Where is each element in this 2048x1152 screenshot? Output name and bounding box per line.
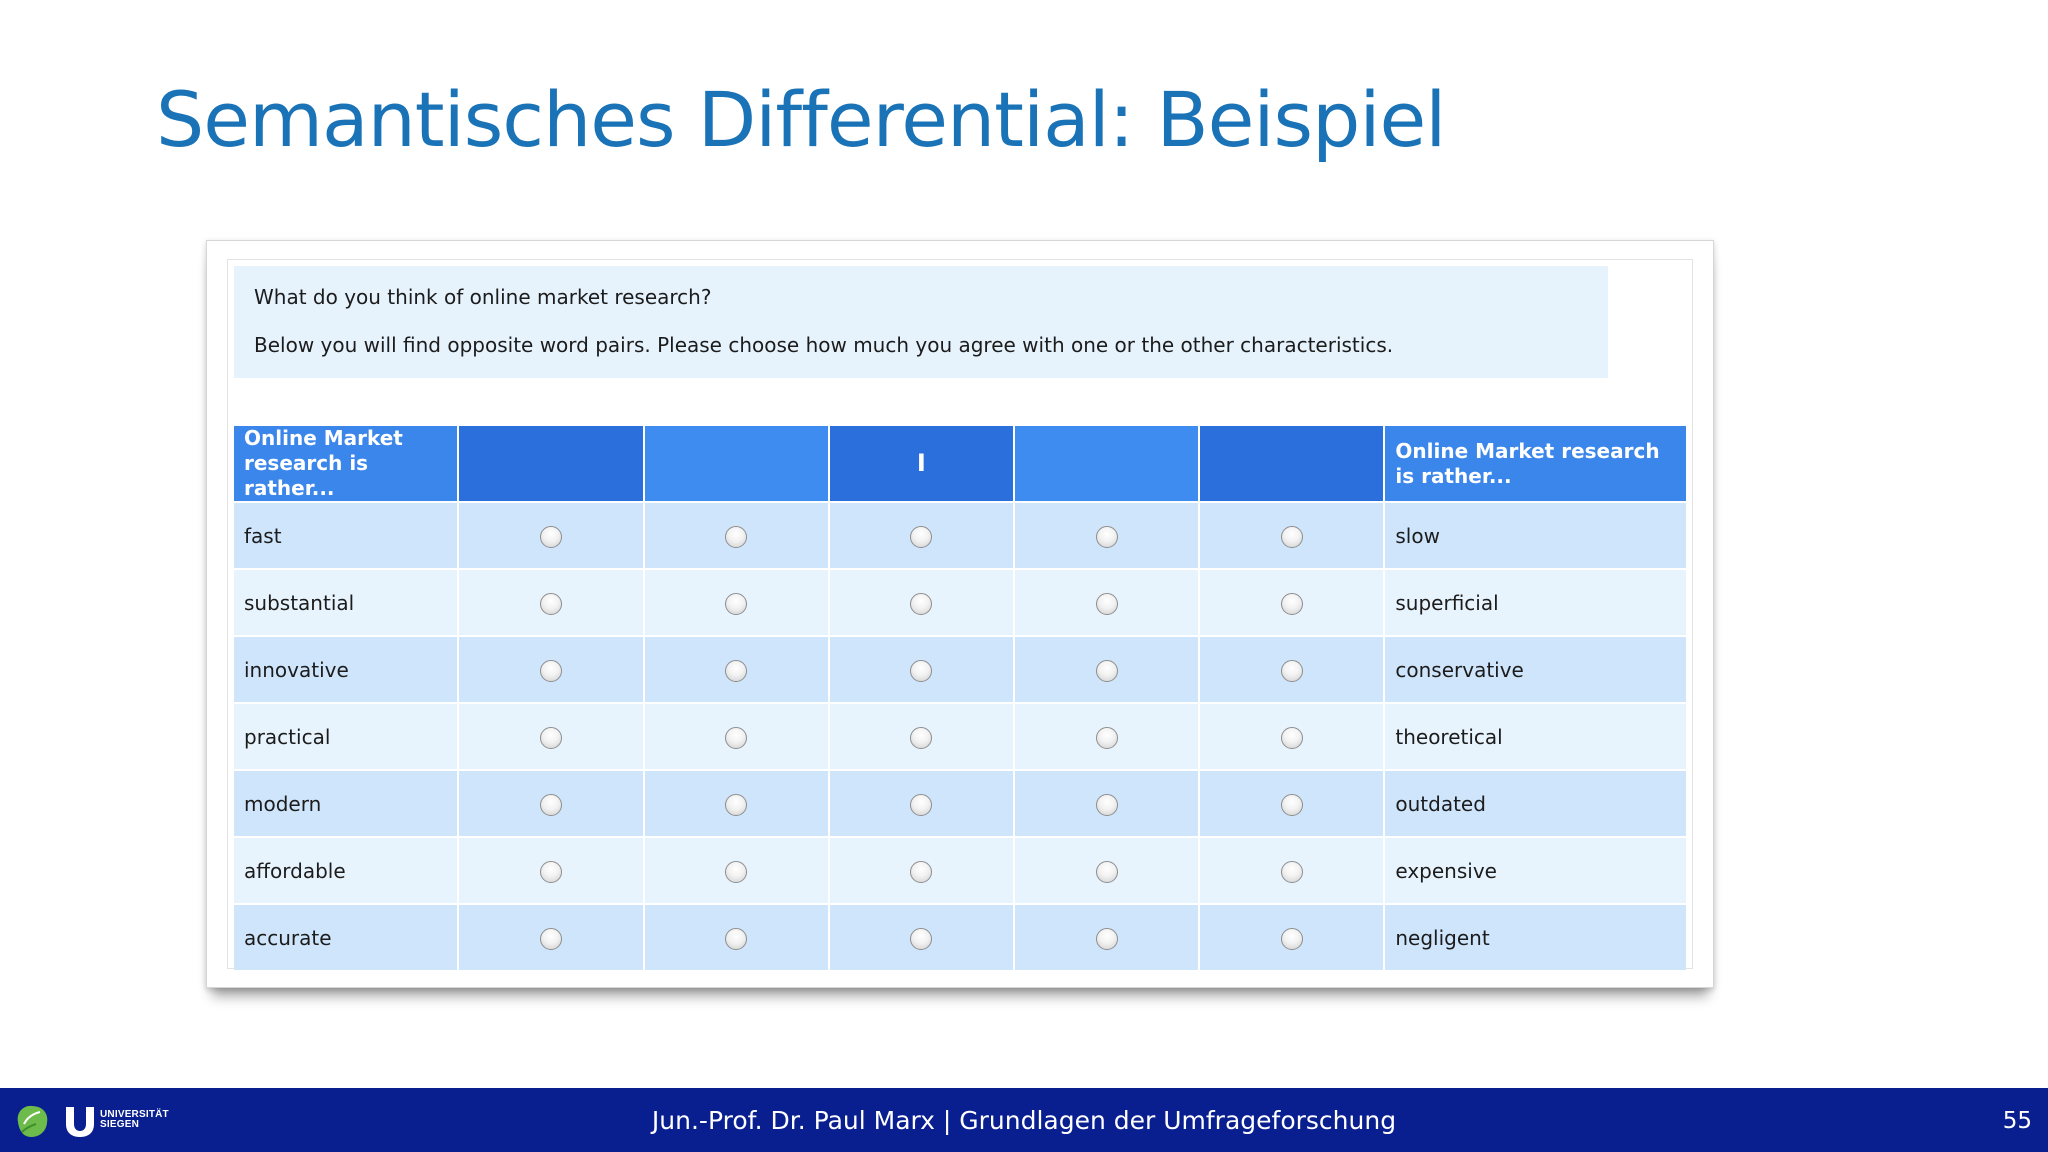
radio-button[interactable] [1096, 660, 1118, 682]
scale-cell [644, 569, 829, 636]
footer-bar [0, 1088, 2048, 1152]
table-row [234, 904, 1686, 970]
left-adjective: practical [234, 703, 458, 770]
scale-cell [829, 837, 1014, 904]
radio-button[interactable] [725, 593, 747, 615]
scale-header-5 [1199, 426, 1384, 502]
instruction-text: Below you will find opposite word pairs. Please choose how much you agree with one or the other characteristics. [254, 333, 1394, 357]
radio-button[interactable] [540, 794, 562, 816]
scale-cell [829, 502, 1014, 569]
radio-button[interactable] [540, 660, 562, 682]
left-adjective: modern [234, 770, 458, 837]
radio-button[interactable] [1096, 593, 1118, 615]
scale-cell [1199, 569, 1384, 636]
scale-cell [1014, 770, 1199, 837]
question-text: What do you think of online market research? [254, 285, 712, 309]
scale-cell [1199, 502, 1384, 569]
left-adjective: accurate [234, 904, 458, 970]
survey-frame [227, 259, 1693, 969]
left-adjective: affordable [234, 837, 458, 904]
table-row [234, 703, 1686, 770]
scale-cell [644, 837, 829, 904]
scale-cell [1014, 703, 1199, 770]
radio-button[interactable] [1096, 727, 1118, 749]
scale-cell [829, 569, 1014, 636]
scale-cell [1199, 703, 1384, 770]
semantic-differential-table [234, 426, 1686, 970]
scale-cell [829, 636, 1014, 703]
scale-cell [1014, 569, 1199, 636]
radio-button[interactable] [910, 861, 932, 883]
scale-cell [458, 636, 643, 703]
left-adjective: substantial [234, 569, 458, 636]
radio-button[interactable] [725, 526, 747, 548]
radio-button[interactable] [910, 794, 932, 816]
radio-button[interactable] [1281, 928, 1303, 950]
scale-header-3: I [829, 426, 1014, 502]
scale-cell [829, 904, 1014, 970]
radio-button[interactable] [725, 928, 747, 950]
right-adjective: negligent [1384, 904, 1686, 970]
radio-button[interactable] [540, 928, 562, 950]
table-row [234, 837, 1686, 904]
radio-button[interactable] [1281, 660, 1303, 682]
slide-title: Semantisches Differential: Beispiel [156, 75, 1446, 164]
footer-text: Jun.-Prof. Dr. Paul Marx | Grundlagen der Umfrageforschung [651, 1106, 1397, 1135]
scale-cell [458, 904, 643, 970]
page-number: 55 [2002, 1108, 2032, 1134]
scale-cell [1014, 502, 1199, 569]
radio-button[interactable] [1281, 794, 1303, 816]
radio-button[interactable] [910, 593, 932, 615]
scale-cell [1199, 770, 1384, 837]
scale-cell [644, 636, 829, 703]
table-body [234, 502, 1686, 970]
table-row [234, 636, 1686, 703]
radio-button[interactable] [1096, 526, 1118, 548]
radio-button[interactable] [725, 861, 747, 883]
table-row [234, 770, 1686, 837]
question-box [234, 266, 1608, 378]
table-row [234, 502, 1686, 569]
scale-cell [458, 502, 643, 569]
radio-button[interactable] [1281, 593, 1303, 615]
radio-button[interactable] [725, 727, 747, 749]
logo-text-line2: SIEGEN [100, 1119, 139, 1130]
scale-cell [1199, 904, 1384, 970]
radio-button[interactable] [725, 794, 747, 816]
scale-cell [644, 502, 829, 569]
header-left: Online Market research is rather... [234, 426, 458, 502]
radio-button[interactable] [910, 727, 932, 749]
scale-header-2 [644, 426, 829, 502]
radio-button[interactable] [540, 593, 562, 615]
left-adjective: innovative [234, 636, 458, 703]
right-adjective: expensive [1384, 837, 1686, 904]
scale-cell [1014, 636, 1199, 703]
table-row [234, 569, 1686, 636]
radio-button[interactable] [1281, 526, 1303, 548]
radio-button[interactable] [540, 861, 562, 883]
radio-button[interactable] [1096, 861, 1118, 883]
radio-button[interactable] [1281, 727, 1303, 749]
scale-cell [829, 770, 1014, 837]
right-adjective: conservative [1384, 636, 1686, 703]
radio-button[interactable] [1096, 794, 1118, 816]
survey-screenshot [206, 240, 1714, 988]
logo-text-line1: UNIVERSITÄT [100, 1109, 169, 1120]
radio-button[interactable] [910, 928, 932, 950]
scale-cell [458, 770, 643, 837]
scale-cell [458, 703, 643, 770]
radio-button[interactable] [540, 526, 562, 548]
scale-cell [644, 904, 829, 970]
scale-cell [829, 703, 1014, 770]
scale-cell [458, 569, 643, 636]
radio-button[interactable] [910, 660, 932, 682]
radio-button[interactable] [540, 727, 562, 749]
right-adjective: theoretical [1384, 703, 1686, 770]
left-adjective: fast [234, 502, 458, 569]
right-adjective: outdated [1384, 770, 1686, 837]
scale-cell [1199, 636, 1384, 703]
header-right: Online Market research is rather... [1384, 426, 1686, 502]
right-adjective: slow [1384, 502, 1686, 569]
radio-button[interactable] [1096, 928, 1118, 950]
radio-button[interactable] [1281, 861, 1303, 883]
scale-cell [644, 770, 829, 837]
scale-cell [1199, 837, 1384, 904]
scale-cell [644, 703, 829, 770]
radio-button[interactable] [910, 526, 932, 548]
scale-cell [1014, 904, 1199, 970]
radio-button[interactable] [725, 660, 747, 682]
scale-cell [1014, 837, 1199, 904]
scale-cell [458, 837, 643, 904]
table-header-row [234, 426, 1686, 502]
scale-header-4 [1014, 426, 1199, 502]
scale-header-1 [458, 426, 643, 502]
right-adjective: superficial [1384, 569, 1686, 636]
